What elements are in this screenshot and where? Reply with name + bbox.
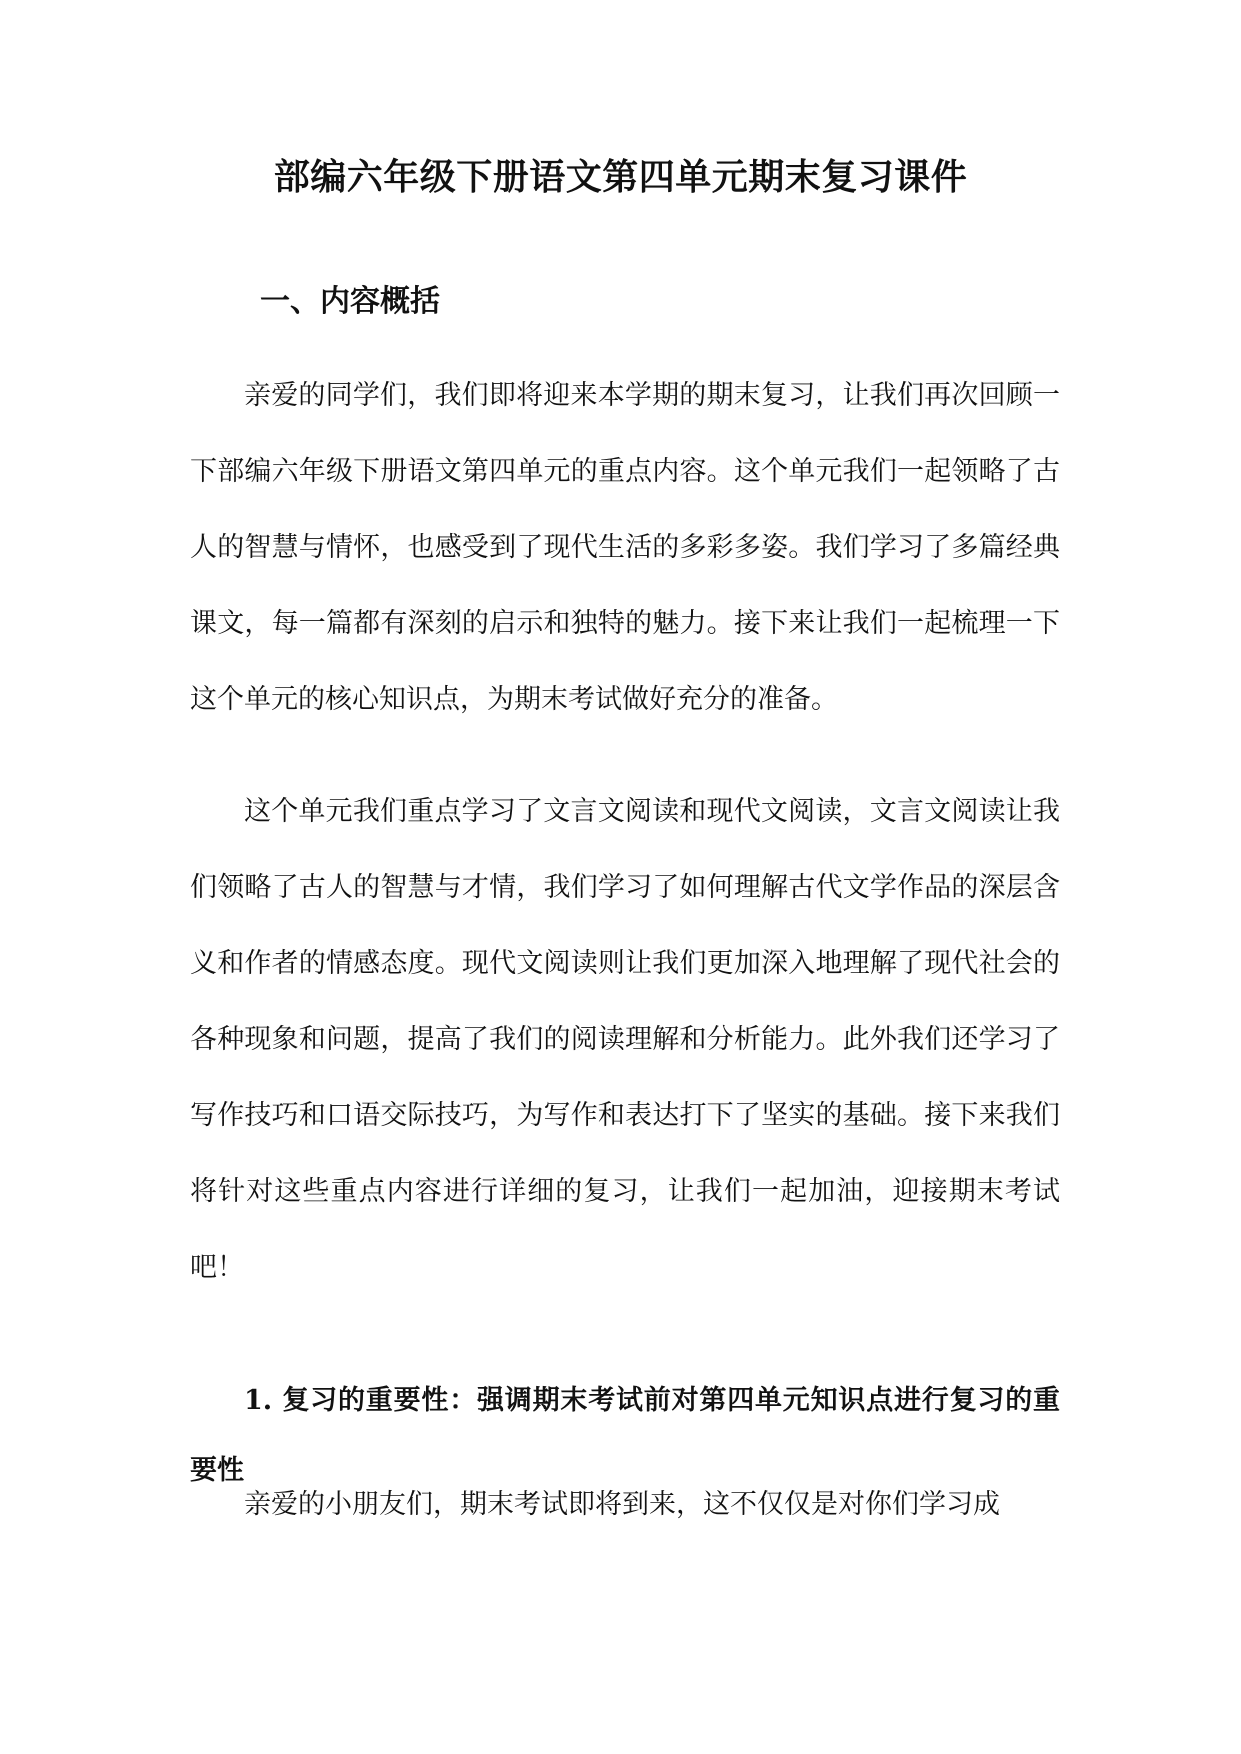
section-heading-content-summary: 一、内容概括 [260, 284, 440, 319]
paragraph-exam-intro: 亲爱的小朋友们，期末考试即将到来，这不仅仅是对你们学习成 [244, 1489, 1000, 1520]
subheading-review-importance: 1. 复习的重要性：强调期末考试前对第四单元知识点进行复习的重要性 [190, 1385, 1060, 1486]
paragraph-intro: 亲爱的同学们，我们即将迎来本学期的期末复习，让我们再次回顾一下部编六年级下册语文第四单元的重点内容。这个单元我们一起领略了古人的智慧与情怀，也感受到了现代生活的多彩多姿。我们学习了多篇经典课文，每一篇都有深刻的启示和独特的魅力。接下来让我们一起梳理一下这个单元的核心知识点，为期末考试做好充分的准备。 [190, 380, 1060, 715]
paragraph-unit-focus: 这个单元我们重点学习了文言文阅读和现代文阅读，文言文阅读让我们领略了古人的智慧与才情，我们学习了如何理解古代文学作品的深层含义和作者的情感态度。现代文阅读则让我们更加深入地理解了现代社会的各种现象和问题，提高了我们的阅读理解和分析能力。此外我们还学习了写作技巧和口语交际技巧，为写作和表达打下了坚实的基础。接下来我们将针对这些重点内容进行详细的复习，让我们一起加油，迎接期末考试吧！ [190, 796, 1060, 1283]
document-title: 部编六年级下册语文第四单元期末复习课件 [273, 156, 968, 198]
